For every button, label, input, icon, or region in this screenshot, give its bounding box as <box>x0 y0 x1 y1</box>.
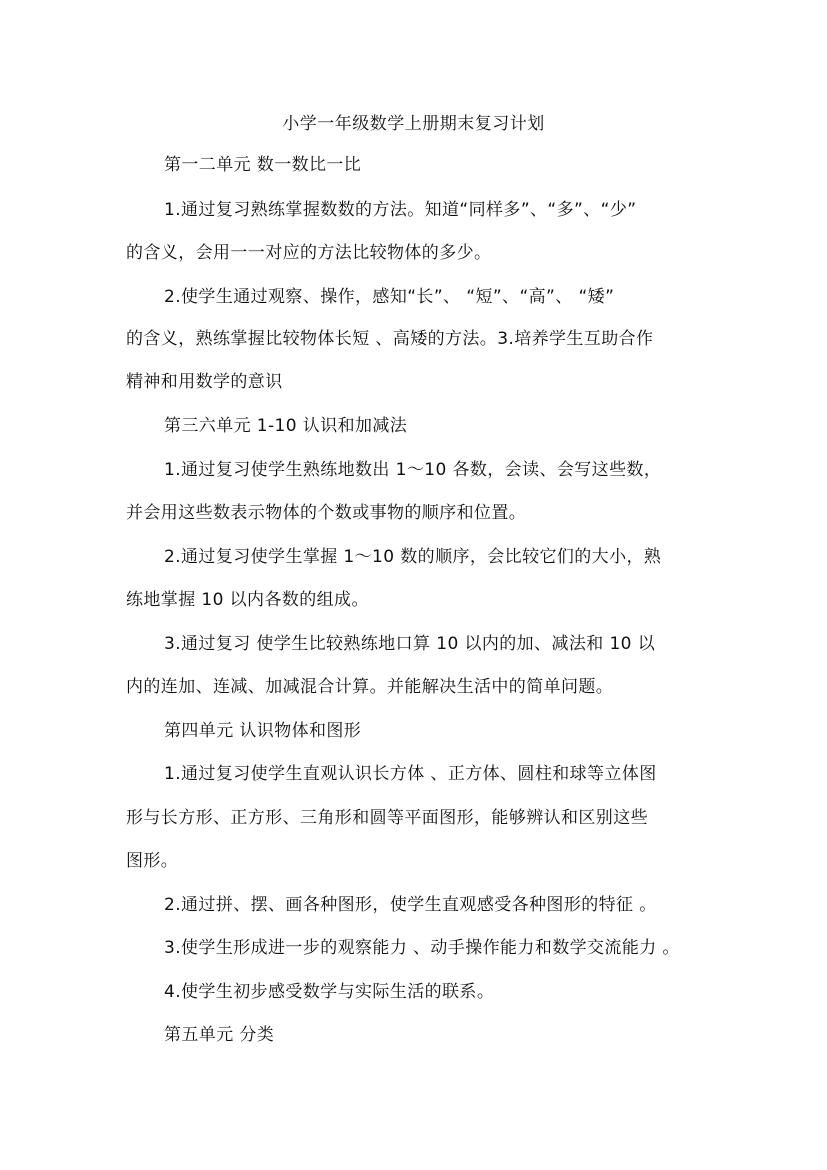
section-heading-unit-5: 第五单元 分类 <box>164 1025 275 1045</box>
document-title: 小学一年级数学上册期末复习计划 <box>282 114 545 134</box>
paragraph-line: 2.使学生通过观察、操作，感知“长”、 “短”、“高”、 “矮” <box>164 287 615 307</box>
paragraph-line: 形与长方形、正方形、三角形和圆等平面图形，能够辨认和区别这些 <box>126 808 648 828</box>
paragraph-line: 1.通过复习熟练掌握数数的方法。知道“同样多”、“多”、“少” <box>164 200 637 220</box>
paragraph-line: 2.通过复习使学生掌握 1～10 数的顺序，会比较它们的大小，熟 <box>164 547 662 567</box>
paragraph-line: 的含义，会用一一对应的方法比较物体的多少。 <box>126 243 492 263</box>
paragraph-line: 1.通过复习使学生直观认识长方体 、正方体、圆柱和球等立体图 <box>164 764 657 784</box>
paragraph-line: 并会用这些数表示物体的个数或事物的顺序和位置。 <box>126 503 527 523</box>
paragraph-line: 4.使学生初步感受数学与实际生活的联系。 <box>164 982 495 1002</box>
paragraph-line: 图形。 <box>126 851 179 871</box>
section-heading-unit-3-6: 第三六单元 1-10 认识和加减法 <box>164 416 408 436</box>
paragraph-line: 3.使学生形成进一步的观察能力 、动手操作能力和数学交流能力 。 <box>164 938 680 958</box>
paragraph-line: 2.通过拼、摆、画各种图形，使学生直观感受各种图形的特征 。 <box>164 895 657 915</box>
paragraph-line: 练地掌握 10 以内各数的组成。 <box>126 590 369 610</box>
paragraph-line: 1.通过复习使学生熟练地数出 1～10 各数，会读、会写这些数， <box>164 460 662 480</box>
paragraph-line: 的含义，熟练掌握比较物体长短 、高矮的方法。3.培养学生互助合作 <box>126 329 654 349</box>
section-heading-unit-1-2: 第一二单元 数一数比一比 <box>164 155 362 175</box>
section-heading-unit-4: 第四单元 认识物体和图形 <box>164 721 362 741</box>
paragraph-line: 精神和用数学的意识 <box>126 372 283 392</box>
paragraph-line: 内的连加、连减、加减混合计算。并能解决生活中的简单问题。 <box>126 677 614 697</box>
paragraph-line: 3.通过复习 使学生比较熟练地口算 10 以内的加、减法和 10 以 <box>164 634 656 654</box>
